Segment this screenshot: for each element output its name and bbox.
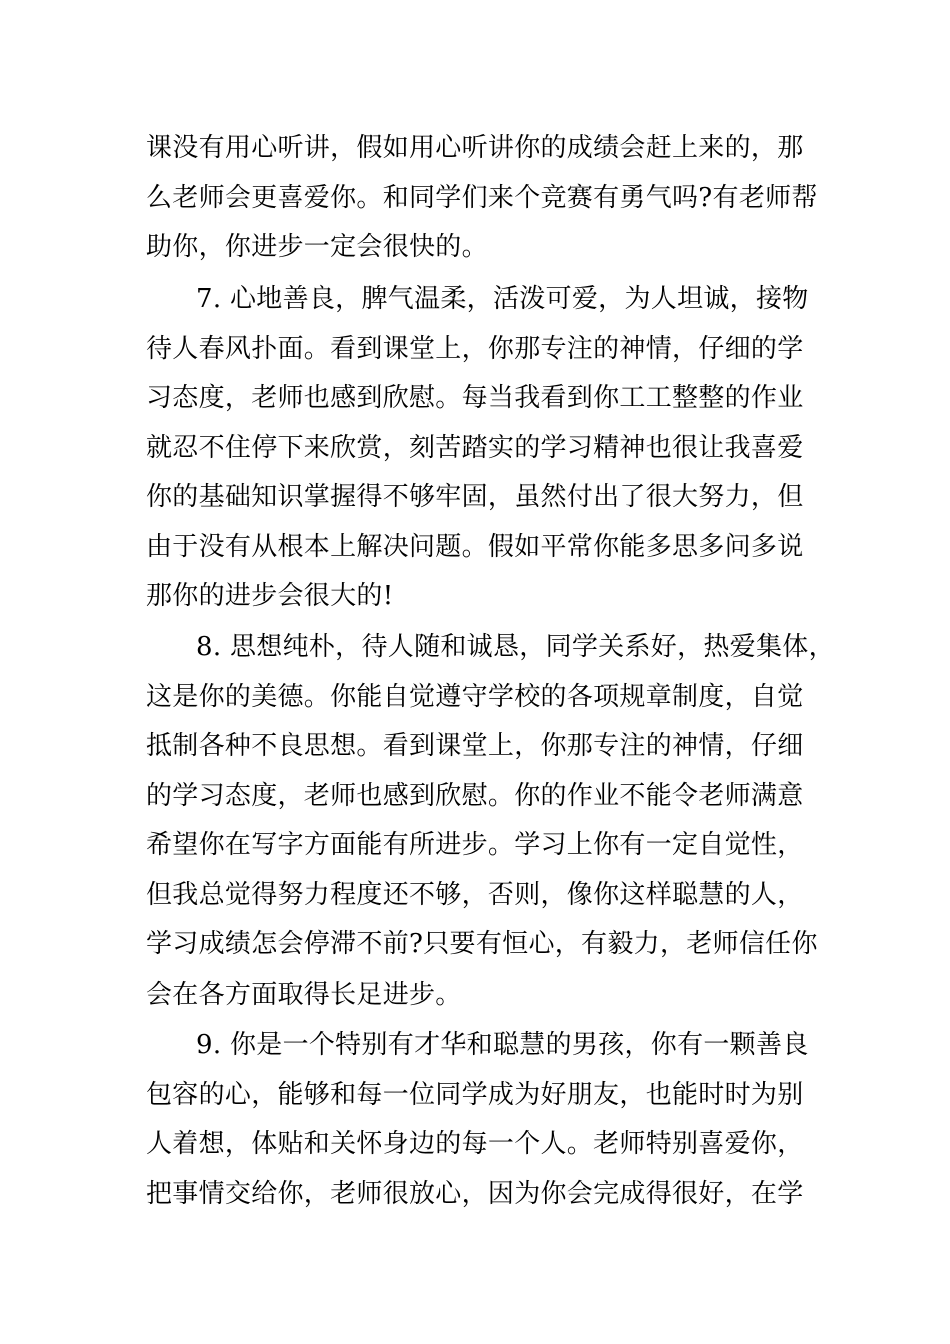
text-line: 学习成绩怎会停滞不前?只要有恒心，有毅力，老师信任你 — [146, 929, 818, 959]
text-line: 你的基础知识掌握得不够牢固，虽然付出了很大努力，但 — [146, 482, 804, 512]
text-line: 由于没有从根本上解决问题。假如平常你能多思多问多说 — [146, 532, 804, 562]
text-line: 但我总觉得努力程度还不够，否则，像你这样聪慧的人， — [146, 880, 804, 910]
text-line: 这是你的美德。你能自觉遵守学校的各项规章制度，自觉 — [146, 682, 804, 712]
text-line: 那你的进步会很大的! — [146, 581, 394, 611]
text-line: 么老师会更喜爱你。和同学们来个竞赛有勇气吗?有老师帮 — [146, 183, 818, 213]
text-line: 助你，你进步一定会很快的。 — [146, 232, 488, 262]
text-line: 会在各方面取得长足进步。 — [146, 980, 462, 1010]
text-line: 习态度，老师也感到欣慰。每当我看到你工工整整的作业 — [146, 383, 804, 413]
text-line: 抵制各种不良思想。看到课堂上，你那专注的神情，仔细 — [146, 731, 804, 761]
text-line: 待人春风扑面。看到课堂上，你那专注的神情，仔细的学 — [146, 334, 804, 364]
paragraph-7-first-line: 7. 心地善良，脾气温柔，活泼可爱，为人坦诚，接物 — [196, 284, 809, 314]
text-line: 就忍不住停下来欣赏，刻苦踏实的学习精神也很让我喜爱 — [146, 433, 804, 463]
paragraph-9-first-line: 9. 你是一个特别有才华和聪慧的男孩，你有一颗善良 — [196, 1030, 809, 1060]
paragraph-8-first-line: 8. 思想纯朴，待人随和诚恳，同学关系好，热爱集体， — [196, 632, 835, 662]
text-line: 课没有用心听讲，假如用心听讲你的成绩会赶上来的，那 — [146, 133, 804, 163]
text-line: 把事情交给你，老师很放心，因为你会完成得很好，在学 — [146, 1179, 804, 1209]
text-line: 希望你在写字方面能有所进步。学习上你有一定自觉性， — [146, 830, 804, 860]
text-line: 人着想，体贴和关怀身边的每一个人。老师特别喜爱你， — [146, 1129, 804, 1159]
text-line: 的学习态度，老师也感到欣慰。你的作业不能令老师满意 — [146, 781, 804, 811]
text-line: 包容的心，能够和每一位同学成为好朋友，也能时时为别 — [146, 1080, 804, 1110]
